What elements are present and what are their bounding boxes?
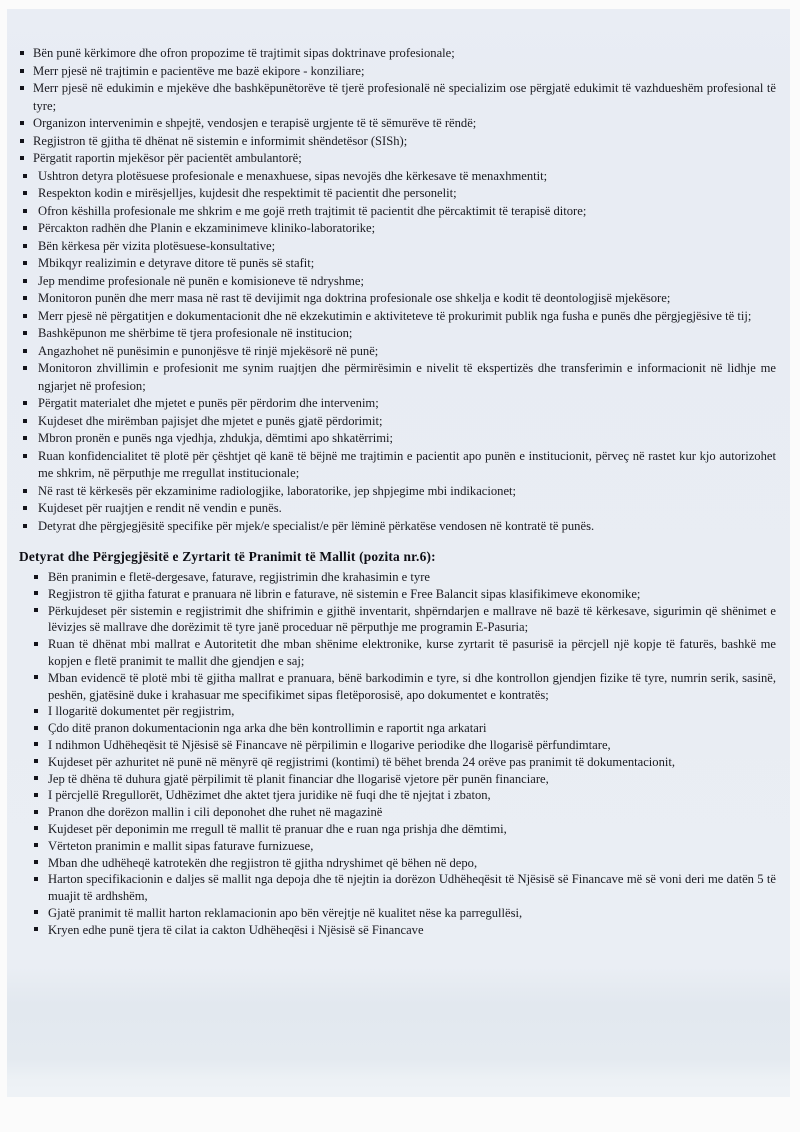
bullet-square-icon bbox=[34, 810, 38, 814]
list-item bbox=[19, 360, 776, 395]
bullet-square-icon bbox=[20, 86, 24, 90]
list-item bbox=[33, 922, 776, 939]
list-item bbox=[19, 80, 776, 115]
bullet-square-icon bbox=[34, 591, 38, 595]
bullet-square-icon bbox=[23, 226, 27, 230]
duty-item-text: Ruan të dhënat mbi mallrat e Autoritetit dhe mban shënime elektronike, kurse zyrtarit të pasurisë ia përcjell një kopje të faturës, bashkë me kopjen e fletë pranimit te mallit dhe gjendjen e saj; bbox=[48, 637, 776, 668]
bullet-square-icon bbox=[34, 575, 38, 579]
bullet-square-icon bbox=[34, 910, 38, 914]
list-item bbox=[19, 448, 776, 483]
duty-item-text: Gjatë pranimit të mallit harton reklamacionin apo bën vërejtje në kualitet nëse ka parregullësi, bbox=[48, 905, 523, 920]
bullet-square-icon bbox=[23, 401, 27, 405]
duty-item-text: Pranon dhe dorëzon mallin i cili deponohet dhe ruhet në magazinë bbox=[48, 805, 383, 820]
list-item bbox=[19, 220, 776, 238]
list-item bbox=[19, 518, 776, 536]
duty-item-text: Mbron pronën e punës nga vjedhja, zhdukja, dëmtimi apo shkatërrimi; bbox=[38, 431, 393, 445]
duty-item-text: Bën pranimin e fletë-dergesave, faturave, regjistrimin dhe krahasimin e tyre bbox=[48, 570, 430, 584]
list-item bbox=[19, 115, 776, 133]
duty-item-text: Detyrat dhe përgjegjësitë specifike për mjek/e specialist/e për lëminë përkatëse vendosen në kontratë të punës. bbox=[38, 518, 595, 533]
list-item bbox=[19, 343, 776, 361]
bullet-square-icon bbox=[23, 506, 27, 510]
list-item bbox=[19, 255, 776, 273]
duty-item-text: Mbikqyr realizimin e detyrave ditore të punës së stafit; bbox=[38, 256, 315, 270]
list-item bbox=[33, 636, 776, 670]
list-item bbox=[33, 771, 776, 788]
duty-item-text: Kujdeset për ruajtjen e rendit në vendin e punës. bbox=[38, 501, 282, 515]
duty-item-text: Kryen edhe punë tjera të cilat ia cakton Udhëheqësi i Njësisë së Financave bbox=[48, 922, 424, 937]
duty-item-text: Kujdeset për azhuritet në punë në mënyrë që regjistrimi (kontimi) të bëhet brenda 24 orëve pas pranimit të dokumentacionit, bbox=[48, 754, 676, 769]
duty-item-text: Regjistron të gjitha të dhënat në sistemin e informimit shëndetësor (SISh); bbox=[33, 133, 408, 148]
duty-item-text: I ndihmon Udhëheqësit të Njësisë së Financave në përpilimin e llogarive periodike dhe llogarisë përfundimtare, bbox=[48, 737, 611, 752]
list-item bbox=[33, 720, 776, 737]
duty-item-text: I llogaritë dokumentet për regjistrim, bbox=[48, 704, 235, 719]
bullet-square-icon bbox=[34, 608, 38, 612]
duty-item-text: Bashkëpunon me shërbime të tjera profesionale në institucion; bbox=[38, 326, 353, 340]
duty-item-text: Vërteton pranimin e mallit sipas faturave furnizuese, bbox=[48, 838, 314, 853]
list-item bbox=[19, 185, 776, 203]
list-item bbox=[33, 737, 776, 754]
duty-item-text: Merr pjesë në edukimin e mjekëve dhe bashkëpunëtorëve të tjerë profesionalë në specializim ose përgjatë edukimit të vazhdueshëm profesional të tyre; bbox=[33, 81, 776, 113]
duty-item-text: Përgatit materialet dhe mjetet e punës për përdorim dhe intervenim; bbox=[38, 396, 379, 410]
list-item bbox=[19, 273, 776, 291]
bullet-square-icon bbox=[34, 726, 38, 730]
bullet-square-icon bbox=[34, 927, 38, 931]
list-item bbox=[19, 63, 776, 81]
bullet-square-icon bbox=[34, 843, 38, 847]
bullet-square-icon bbox=[34, 675, 38, 679]
bullet-square-icon bbox=[23, 244, 27, 248]
bullet-square-icon bbox=[34, 709, 38, 713]
bullet-square-icon bbox=[23, 524, 27, 528]
bullet-square-icon bbox=[23, 419, 27, 423]
duty-item-text: Harton specifikacionin e daljes së mallit nga depoja dhe të njejtin ia dorëzon Udhëheqësit të Njësisë së Financave më së voni deri me datën 5 të muajit të ardhshëm, bbox=[48, 872, 776, 904]
bullet-square-icon bbox=[20, 156, 24, 160]
duty-item-text: Bën punë kërkimore dhe ofron propozime të trajtimit sipas doktrinave profesionale; bbox=[33, 46, 455, 60]
bullet-square-icon bbox=[23, 279, 27, 283]
duty-item-text: Mban dhe udhëheqë katrotekën dhe regjistron të gjitha ndryshimet që bëhen në depo, bbox=[48, 855, 478, 870]
list-item bbox=[19, 203, 776, 221]
duty-item-text: Jep mendime profesionale në punën e komisioneve të ndryshme; bbox=[38, 273, 364, 288]
duty-item-text: Përcakton radhën dhe Planin e ekzaminimeve kliniko-laboratorike; bbox=[38, 221, 376, 235]
bullet-square-icon bbox=[23, 454, 27, 458]
list-item bbox=[19, 308, 776, 326]
list-item bbox=[33, 821, 776, 838]
duty-item-text: Përkujdeset për sistemin e regjistrimit dhe shifrimin e gjithë inventarit, shpërndarjen e mallrave në bazë të kërkesave, sigurimin që shënimet e lëvizjes së mallrave dhe dorëzimit të tyre janë proceduar në përputhje me programin E-Pasuria; bbox=[48, 603, 776, 635]
list-item bbox=[19, 168, 776, 186]
paper-sheet bbox=[7, 9, 790, 1097]
list-item bbox=[33, 670, 776, 704]
list-item bbox=[33, 838, 776, 855]
list-item bbox=[33, 871, 776, 905]
list-item bbox=[19, 133, 776, 151]
bullet-square-icon bbox=[23, 489, 27, 493]
bullet-square-icon bbox=[23, 436, 27, 440]
duty-item-text: Mban evidencë të plotë mbi të gjitha mallrat e pranuara, bënë barkodimin e tyre, si dhe kontrollon gjendjen fizike të tyre, numrin serik, sasinë, peshën, gjatësinë duke i krahasuar me specifikimet sipas fletëporosisë, apo dokumentet e kontratës; bbox=[48, 670, 776, 702]
bullet-square-icon bbox=[34, 793, 38, 797]
page-content bbox=[19, 45, 776, 939]
bullet-square-icon bbox=[23, 174, 27, 178]
bullet-square-icon bbox=[20, 51, 24, 55]
bullet-square-icon bbox=[23, 331, 27, 335]
list-item bbox=[19, 500, 776, 518]
list-item bbox=[19, 238, 776, 256]
bullet-square-icon bbox=[23, 349, 27, 353]
duty-item-text: Respekton kodin e mirësjelljes, kujdesit dhe respektimit të pacientit dhe personelit; bbox=[38, 186, 457, 200]
duty-item-text: Bën kërkesa për vizita plotësuese-konsultative; bbox=[38, 238, 276, 253]
list-item bbox=[33, 569, 776, 586]
goods-officer-section-heading: Detyrat dhe Përgjegjësitë e Zyrtarit të Pranimit të Mallit (pozita nr.6): bbox=[19, 549, 436, 564]
duty-item-text: I përcjellë Rregullorët, Udhëzimet dhe aktet tjera juridike në fuqi dhe të njejtat i zbaton, bbox=[48, 788, 491, 803]
list-item bbox=[19, 325, 776, 343]
duty-item-text: Ushtron detyra plotësuese profesionale e menaxhuese, sipas nevojës dhe kërkesave të menaxhmentit; bbox=[38, 168, 548, 183]
duty-item-text: Regjistron të gjitha faturat e pranuara në librin e faturave, në sistemin e Free Balancit sipas klasifikimeve ekonomike; bbox=[48, 586, 641, 601]
medical-duties-list bbox=[19, 45, 776, 535]
list-item bbox=[33, 905, 776, 922]
list-item bbox=[19, 483, 776, 501]
bullet-square-icon bbox=[34, 759, 38, 763]
bullet-square-icon bbox=[23, 261, 27, 265]
duty-item-text: Kujdeset dhe mirëmban pajisjet dhe mjetet e punës gjatë përdorimit; bbox=[38, 413, 383, 428]
duty-item-text: Kujdeset për deponimin me rregull të mallit të pranuar dhe e ruan nga prishja dhe dëmtimi, bbox=[48, 821, 507, 836]
duty-item-text: Çdo ditë pranon dokumentacionin nga arka dhe bën kontrollimin e raportit nga arkatari bbox=[48, 721, 487, 736]
duty-item-text: Merr pjesë në përgatitjen e dokumentacionit dhe në ekzekutimin e aktiviteteve të prokurimit publik nga fusha e punës dhe përgjegjësive të tij; bbox=[38, 308, 752, 323]
list-item bbox=[19, 45, 776, 63]
duty-item-text: Ruan konfidencialitet të plotë për çështjet që kanë të bëjnë me trajtimin e pacientit apo punën e institucionit, përveç në rastet kur kjo autorizohet me shkrim, në përputhje me rregullat institucionale; bbox=[38, 448, 776, 480]
list-item bbox=[19, 395, 776, 413]
duty-item-text: Ofron këshilla profesionale me shkrim e me gojë rreth trajtimit të pacientit dhe përcaktimit të terapisë ditore; bbox=[38, 203, 587, 218]
bullet-square-icon bbox=[23, 191, 27, 195]
bullet-square-icon bbox=[20, 139, 24, 143]
bullet-square-icon bbox=[20, 69, 24, 73]
bullet-square-icon bbox=[34, 877, 38, 881]
bullet-square-icon bbox=[23, 209, 27, 213]
list-item bbox=[33, 703, 776, 720]
duty-item-text: Organizon intervenimin e shpejtë, vendosjen e terapisë urgjente të të sëmurëve të rëndë; bbox=[33, 116, 477, 130]
list-item bbox=[19, 150, 776, 168]
list-item bbox=[33, 586, 776, 603]
bullet-square-icon bbox=[23, 366, 27, 370]
duty-item-text: Angazhohet në punësimin e punonjësve të rinjë mjekësorë në punë; bbox=[38, 343, 379, 358]
bullet-square-icon bbox=[34, 860, 38, 864]
list-item bbox=[33, 787, 776, 804]
list-item bbox=[19, 290, 776, 308]
bullet-square-icon bbox=[23, 314, 27, 318]
bullet-square-icon bbox=[34, 776, 38, 780]
duty-item-text: Përgatit raportin mjekësor për pacientët ambulantorë; bbox=[33, 151, 302, 165]
list-item bbox=[33, 603, 776, 637]
list-item bbox=[33, 804, 776, 821]
duty-item-text: Monitoron zhvillimin e profesionit me synim ruajtjen dhe përmirësimin e nivelit të ekspertizës dhe transferimin e informacionit në lidhje me ngjarjet në profesion; bbox=[38, 361, 776, 393]
goods-officer-duties-list bbox=[33, 569, 776, 939]
bullet-square-icon bbox=[34, 742, 38, 746]
bullet-square-icon bbox=[23, 296, 27, 300]
duty-item-text: Monitoron punën dhe merr masa në rast të devijimit nga doktrina profesionale ose shkelja e kodit të deontologjisë mjekësore; bbox=[38, 291, 671, 305]
list-item bbox=[33, 754, 776, 771]
duty-item-text: Merr pjesë në trajtimin e pacientëve me bazë ekipore - konziliare; bbox=[33, 63, 365, 78]
duty-item-text: Jep të dhëna të duhura gjatë përpilimit të planit financiar dhe llogarisë vjetore për punën financiare, bbox=[48, 771, 549, 786]
duty-item-text: Në rast të kërkesës për ekzaminime radiologjike, laboratorike, jep shpjegime mbi indikacionet; bbox=[38, 483, 517, 498]
list-item bbox=[19, 430, 776, 448]
list-item bbox=[19, 413, 776, 431]
bullet-square-icon bbox=[34, 642, 38, 646]
list-item bbox=[33, 855, 776, 872]
bullet-square-icon bbox=[20, 121, 24, 125]
bullet-square-icon bbox=[34, 826, 38, 830]
